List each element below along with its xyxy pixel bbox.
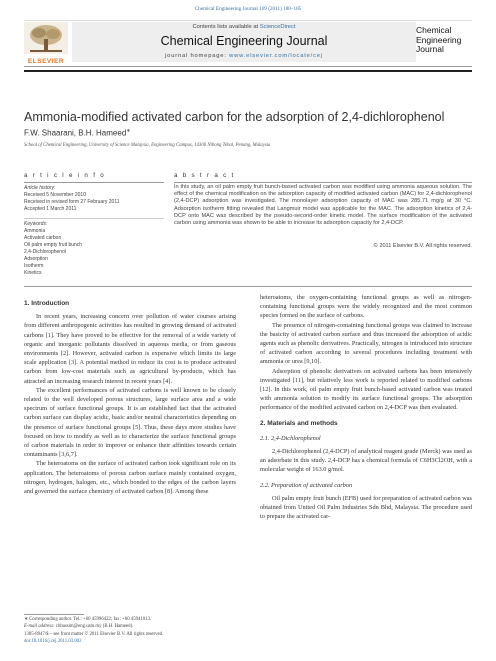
keyword-item: Isotherm: [24, 263, 44, 269]
contents-line: [72, 24, 416, 30]
authors-names: F.W. Shaarani, B.H. Hameed: [24, 128, 127, 138]
elsevier-tree-logo: [24, 22, 68, 54]
keyword-item: 2,4-Dichlorophenol: [24, 249, 66, 255]
cover-title-line: Engineering: [416, 34, 462, 45]
journal-homepage: [72, 53, 416, 59]
abstract-bottom-rule: [24, 286, 472, 287]
contents-prefix: Contents lists available at: [192, 24, 260, 30]
history-item: Received in revised form 27 February 2011: [24, 199, 120, 205]
abstract-text: In this study, an oil palm empty fruit bunch-based activated carbon was modified using ammonia aqueous solution. The effect of the chemical modification on the adsorption capacity of modified activated carbon (MAC) for 2,4-dichlorophenol (2,4-DCP) adsorption was investigated. The monolayer adsorption capacity of MAC was 285.71 mg/g at 30 °C. Adsorption isotherm fitting revealed that Langmuir model was applicable for the MAC. The adsorption kinetics of 2,4-DCP onto MAC was described by the pseudo-second-order kinetic model. The surface modification of the activated carbon using ammonia was shown to be able to increase its adsorption capacity for 2,4-DCP.: [174, 184, 472, 227]
body-paragraph: heteroatoms, the oxygen-containing functional groups as well as nitrogen-containing functional groups were the widely recognized and the most common species formed on the surface of carbons.: [260, 294, 472, 320]
history-item: Received 5 November 2010: [24, 192, 86, 198]
page-footer: [24, 632, 163, 645]
article-history: [24, 185, 164, 213]
subsection-heading: 2.1. 2,4-Dichlorophenol: [260, 434, 321, 442]
abstract-heading: a b s t r a c t: [174, 172, 236, 179]
issn-line: 1385-8947/$ – see front matter © 2011 Elsevier B.V. All rights reserved.: [24, 632, 164, 637]
abstract-copyright: © 2011 Elsevier B.V. All rights reserved.: [373, 243, 472, 249]
homepage-prefix: journal homepage:: [165, 53, 230, 59]
cover-title-line: Journal: [416, 44, 444, 54]
keyword-item: Oil palm empty fruit bunch: [24, 242, 83, 248]
keywords-label: Keywords:: [24, 221, 48, 227]
article-title: Ammonia-modified activated carbon for the adsorption of 2,4-dichlorophenol: [24, 110, 445, 124]
body-paragraph: The heteroatoms on the surface of activated carbon took significant role on its application. The heteroatoms of porous carbon surface mainly contained oxygen, nitrogen, hydrogen, halogen, etc., which bonded to the edges of the carbon layers and governed the surface chemistry of activated carbon [8]. Among these: [24, 460, 236, 496]
email-address[interactable]: chbassim@eng.usm.my (B.H. Hameed).: [54, 623, 134, 629]
body-paragraph: Oil palm empty fruit bunch (EFB) used for preparation of activated carbon was obtained from United Oil Palm Industries Sdn Bhd, Malaysia. The procedure used to prepare the activated car-: [260, 494, 472, 521]
abstract-rule: [174, 182, 472, 183]
email-label: E-mail address:: [24, 623, 55, 629]
footnote-email: [24, 624, 151, 631]
history-label: Article history:: [24, 185, 56, 191]
body-paragraph: The presence of nitrogen-containing functional groups was claimed to increase the basicity of activated carbon surface and thus increased the adsorption of acidic agents such as phenolic derivatives. Practically, nitrogen is introduced into structure of activated carbon according to several procedures including treatment with ammonia or urea [9,10].: [260, 321, 472, 366]
cover-title-line: Chemical: [416, 25, 452, 35]
footnote-contact: ∗ Corresponding author. Tel.: +60 45996422; fax: +60 45941013.: [24, 617, 152, 622]
publisher-name: ELSEVIER: [27, 58, 65, 65]
keyword-item: Kinetics: [24, 270, 42, 276]
body-paragraph: The excellent performances of activated carbons is well known to be closely related to the well developed porous structures, large surface area and a wide spectrum of surface functional groups. It is an established fact that the activated carbon surface can display acidic, basic and/or neutral characteristics depending on the presence of surface functional groups [5]. Thus, these days more studies have focused on how to modify as well as to characterize the surface functional groups of carbon materials in order to improve or enhance their affinities towards certain contaminants [3,6,7].: [24, 386, 236, 459]
corresponding-author-footnote: [24, 617, 151, 630]
article-info-heading: a r t i c l e i n f o: [24, 172, 106, 179]
article-info-rule: [24, 182, 164, 183]
header-top-rule: [24, 20, 472, 21]
running-header: Chemical Engineering Journal 169 (2011) 180–185: [194, 6, 302, 12]
masthead-thick-rule: [24, 70, 472, 72]
journal-title: Chemical Engineering Journal: [160, 34, 328, 48]
keyword-item: Activated carbon: [24, 235, 62, 241]
footnote-rule: [24, 614, 84, 615]
author-affiliation: School of Chemical Engineering, University of Science Malaysia, Engineering Campus, 14300 Nibong Tebal, Penang, Malaysia: [24, 143, 271, 148]
section-heading: 2. Materials and methods: [260, 419, 338, 427]
body-paragraph: 2,4-Dichlorophenol (2,4-DCP) of analytical reagent grade (Merck) was used as an adsorbate in this study. 2,4-DCP has a chemical formula of C6H3Cl2OH, with a molecular weight of 163.0 g/mol.: [260, 448, 472, 474]
body-left-column: [24, 293, 236, 496]
keyword-item: Ammonia: [24, 228, 46, 234]
body-right-column: [260, 293, 472, 521]
journal-cover-title: [416, 26, 474, 55]
doi-link[interactable]: doi:10.1016/j.cej.2011.03.002: [24, 638, 82, 644]
sciencedirect-link[interactable]: ScienceDirect: [259, 24, 296, 30]
article-authors: [24, 128, 130, 138]
masthead-bottom-rule: [24, 66, 472, 67]
body-paragraph: Adsorption of phenolic derivatives on activated carbons has been intensively investigated [11], but relatively less work is reported related to modified carbons [12]. In this work, oil palm empty fruit bunch-based activated carbon was treated with ammonia solution to modify its surface functional groups. The adsorption performance of the modified activated carbon on 2,4-DCP was then evaluated.: [260, 367, 472, 412]
keyword-item: Adsorption: [24, 256, 48, 262]
homepage-link[interactable]: www.elsevier.com/locate/cej: [229, 53, 323, 59]
subsection-heading: 2.2. Preparation of activated carbon: [260, 481, 353, 489]
corresponding-author-mark[interactable]: ∗: [126, 128, 131, 134]
body-paragraph: In recent years, increasing concern over pollution of water courses arising from different anthropogenic activities has resulted in growing demand of activated carbons [1]. They have proved to be effective for the removal of a wide variety of organic and inorganic pollutants dissolved in aqueous media, or from gaseous environments [2]. However, activated carbon is expensive which limits its large scale application [3]. A potential method to reduce its cost is to produce activated carbon from low-cost materials such as agricultural by-products, which has attracted an increasing research interest in recent years [4].: [24, 313, 236, 385]
section-heading: 1. Introduction: [24, 300, 70, 307]
keywords-list: [24, 221, 164, 277]
info-divider: [24, 218, 164, 219]
history-item: Accepted 1 March 2011: [24, 206, 77, 212]
